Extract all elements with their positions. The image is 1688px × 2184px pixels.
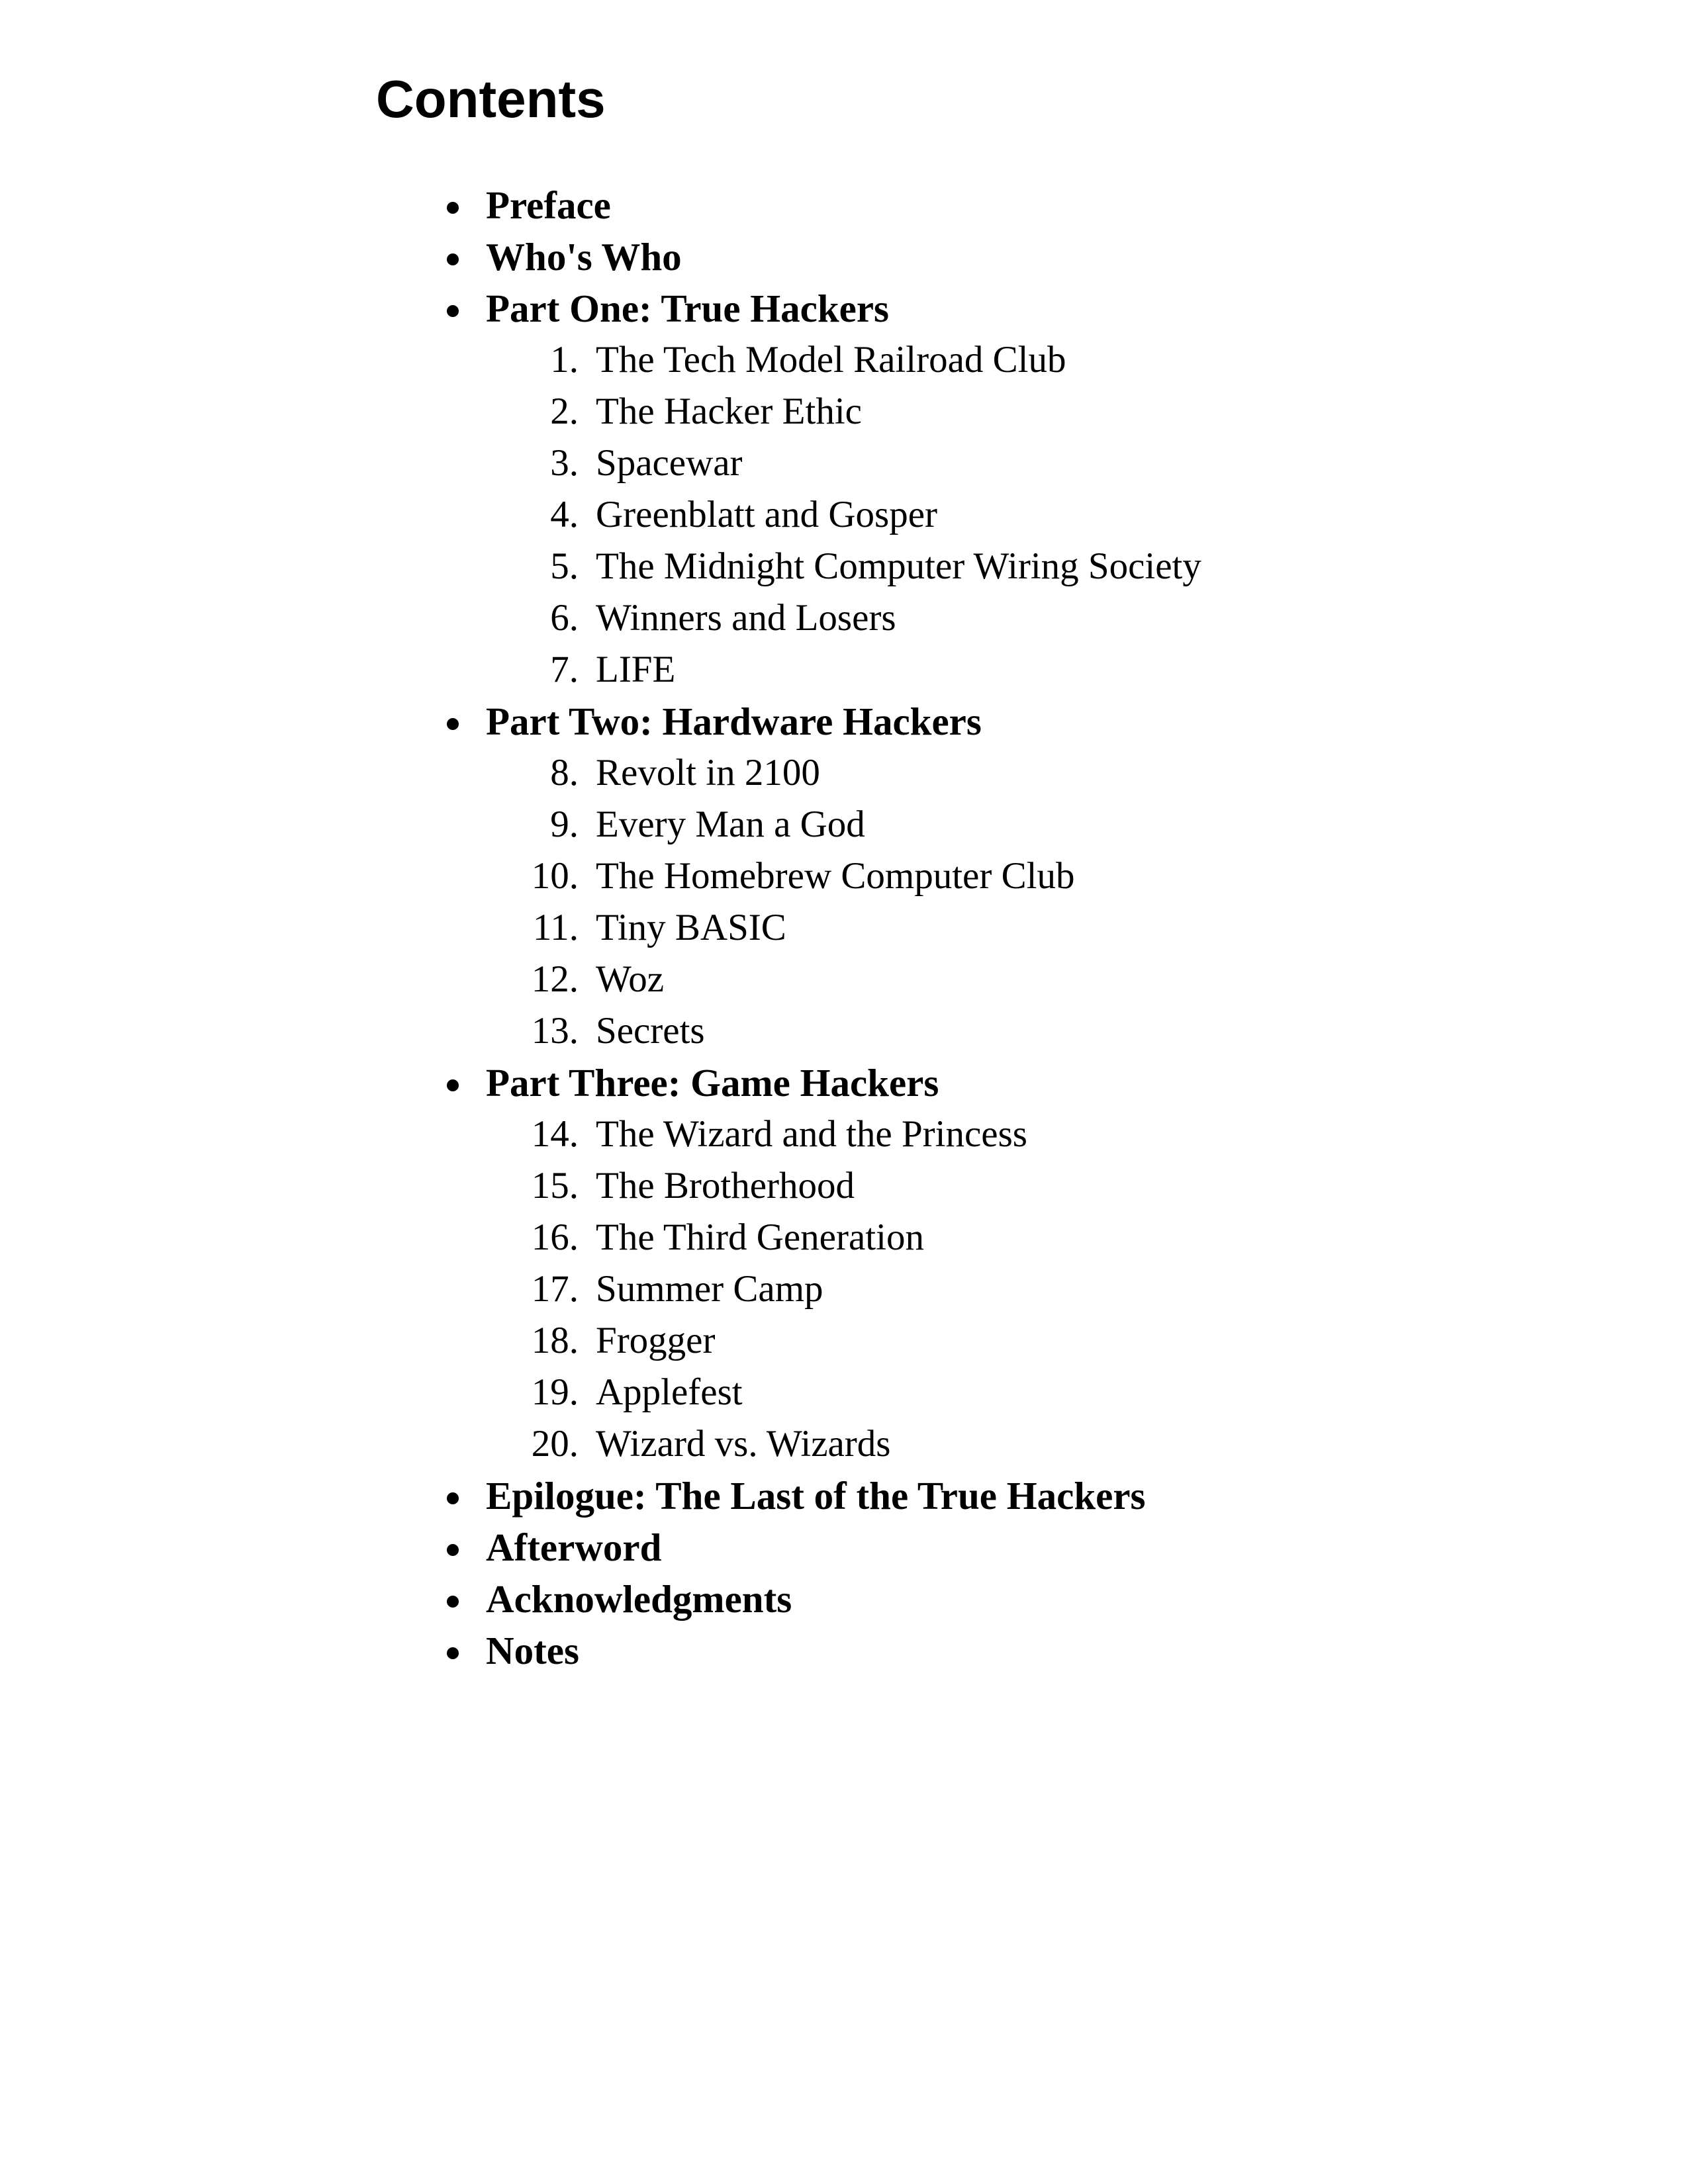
chapter-item: [0, 592, 1688, 644]
chapter-number: 12.: [531, 958, 579, 1000]
chapter-number: 17.: [531, 1268, 579, 1310]
toc-link-part-one[interactable]: Part One: True Hackers: [486, 287, 889, 330]
chapter-number: 7.: [550, 649, 579, 690]
chapter-item: [0, 437, 1688, 489]
chapter-item: [0, 747, 1688, 799]
chapter-item: [0, 644, 1688, 696]
chapter-link[interactable]: The Homebrew Computer Club: [596, 855, 1075, 897]
chapter-link[interactable]: Greenblatt and Gosper: [596, 494, 937, 535]
chapter-number: 14.: [531, 1113, 579, 1155]
chapter-number: 1.: [550, 339, 579, 381]
chapter-link[interactable]: The Midnight Computer Wiring Society: [596, 545, 1201, 587]
chapter-number: 15.: [531, 1165, 579, 1206]
chapter-number: 8.: [550, 752, 579, 794]
chapter-number: 4.: [550, 494, 579, 535]
chapter-item: [0, 541, 1688, 592]
toc-link-whos-who[interactable]: Who's Who: [486, 235, 682, 279]
chapter-item: [0, 1160, 1688, 1212]
chapter-link[interactable]: Woz: [596, 958, 665, 1000]
chapter-link[interactable]: Summer Camp: [596, 1268, 823, 1310]
toc-item-whos-who: [0, 231, 1688, 283]
toc-link-notes[interactable]: Notes: [486, 1629, 579, 1672]
chapter-link[interactable]: LIFE: [596, 649, 676, 690]
chapter-link[interactable]: Spacewar: [596, 442, 743, 484]
toc-item-epilogue: [0, 1470, 1688, 1522]
chapter-number: 2.: [550, 390, 579, 432]
chapter-number: 10.: [531, 855, 579, 897]
toc-item-part-one: [0, 283, 1688, 696]
chapter-number: 3.: [550, 442, 579, 484]
chapter-item: [0, 489, 1688, 541]
chapter-item: [0, 1005, 1688, 1057]
chapter-link[interactable]: Every Man a God: [596, 803, 865, 845]
chapter-number: 13.: [531, 1010, 579, 1052]
chapter-link[interactable]: Tiny BASIC: [596, 907, 786, 948]
toc-link-part-two[interactable]: Part Two: Hardware Hackers: [486, 700, 982, 743]
chapter-number: 11.: [532, 907, 579, 948]
chapter-item: [0, 1109, 1688, 1160]
toc-link-acknowledgments[interactable]: Acknowledgments: [486, 1577, 792, 1621]
chapter-number: 19.: [531, 1371, 579, 1413]
chapter-number: 6.: [550, 597, 579, 639]
chapter-number: 9.: [550, 803, 579, 845]
chapter-item: [0, 799, 1688, 850]
toc-item-notes: [0, 1625, 1688, 1676]
chapter-item: [0, 1315, 1688, 1367]
chapter-link[interactable]: Secrets: [596, 1010, 705, 1052]
chapter-number: 5.: [550, 545, 579, 587]
toc-link-part-three[interactable]: Part Three: Game Hackers: [486, 1061, 939, 1105]
chapter-item: [0, 954, 1688, 1005]
chapter-item: [0, 1367, 1688, 1418]
toc-link-afterword[interactable]: Afterword: [486, 1525, 662, 1569]
chapter-number: 18.: [531, 1320, 579, 1361]
chapter-link[interactable]: Frogger: [596, 1320, 716, 1361]
toc-item-acknowledgments: [0, 1573, 1688, 1625]
chapter-list-part-two: [0, 747, 1688, 1057]
chapter-item: [0, 334, 1688, 386]
chapter-item: [0, 1212, 1688, 1263]
chapter-item: [0, 386, 1688, 437]
chapter-link[interactable]: Winners and Losers: [596, 597, 896, 639]
chapter-link[interactable]: The Wizard and the Princess: [596, 1113, 1027, 1155]
toc-link-epilogue[interactable]: Epilogue: The Last of the True Hackers: [486, 1474, 1146, 1518]
chapter-item: [0, 1263, 1688, 1315]
chapter-link[interactable]: Revolt in 2100: [596, 752, 820, 794]
toc-item-part-two: [0, 696, 1688, 1057]
toc-item-part-three: [0, 1057, 1688, 1470]
chapter-link[interactable]: The Tech Model Railroad Club: [596, 339, 1066, 381]
chapter-link[interactable]: The Third Generation: [596, 1216, 924, 1258]
chapter-list-part-one: [0, 334, 1688, 696]
page-title: Contents: [376, 69, 606, 128]
toc-item-preface: [0, 179, 1688, 231]
toc-link-preface[interactable]: Preface: [486, 183, 611, 227]
chapter-item: [0, 850, 1688, 902]
chapter-link[interactable]: The Hacker Ethic: [596, 390, 862, 432]
chapter-link[interactable]: The Brotherhood: [596, 1165, 855, 1206]
chapter-number: 16.: [531, 1216, 579, 1258]
chapter-number: 20.: [531, 1423, 579, 1465]
chapter-list-part-three: [0, 1109, 1688, 1470]
toc-item-afterword: [0, 1522, 1688, 1573]
chapter-link[interactable]: Wizard vs. Wizards: [596, 1423, 891, 1465]
chapter-item: [0, 1418, 1688, 1470]
chapter-item: [0, 902, 1688, 954]
chapter-link[interactable]: Applefest: [596, 1371, 743, 1413]
table-of-contents: [0, 179, 1688, 1676]
